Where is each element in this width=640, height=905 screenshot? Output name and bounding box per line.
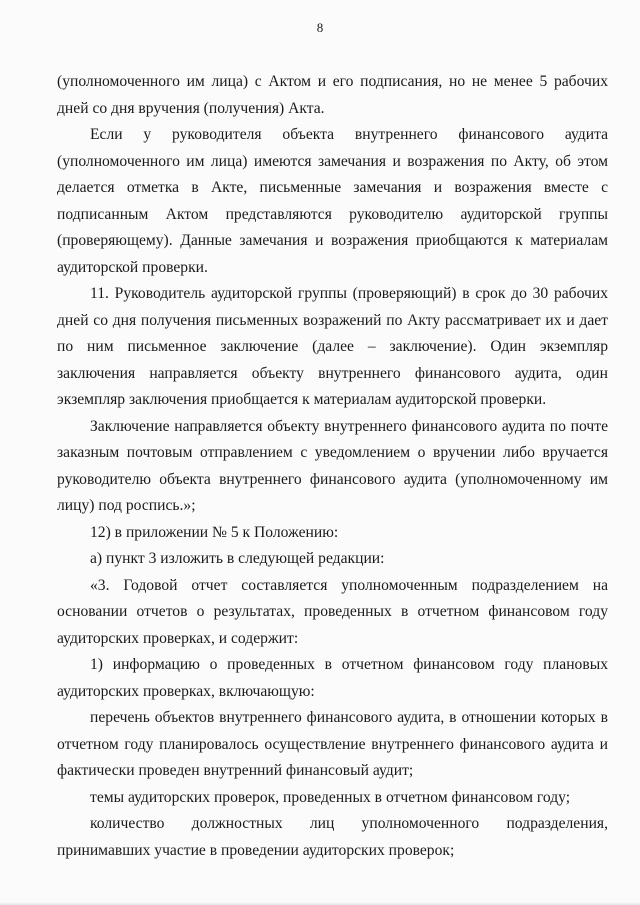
paragraph-objects-list: перечень объектов внутреннего финансового аудита, в отношении которых в отчетном году планировалось осуществление внутреннего финансового аудита и фактически проведен внутренний финансовый аудит;: [57, 709, 608, 779]
paragraph-conclusion-delivery: Заключение направляется объекту внутреннего финансового аудита по почте заказным почтовым отправлением с уведомлением о вручении либо вручается руководителю объекта внутреннего финансового аудита (уполномоченному им лицу) под роспись.»;: [57, 417, 608, 514]
page-number: 8: [316, 20, 324, 35]
document-body: [57, 69, 608, 864]
paragraph-info-planned: 1) информацию о проведенных в отчетном финансовом году плановых аудиторских проверках, включающую:: [57, 656, 608, 700]
paragraph-staff-count: количество должностных лиц уполномоченного подразделения, принимавших участие в проведении аудиторских проверок;: [57, 815, 608, 859]
paragraph-continuation: (уполномоченного им лица) с Актом и его подписания, но не менее 5 рабочих дней со дня вручения (получения) Акта.: [57, 73, 608, 117]
paragraph-item-11: 11. Руководитель аудиторской группы (проверяющий) в срок до 30 рабочих дней со дня получения письменных возражений по Акту рассматривает их и дает по ним письменное заключение (далее – заключение). Один экземпляр заключения направляется объекту внутреннего финансового аудита, один экземпляр заключения приобщается к материалам аудиторской проверки.: [57, 285, 608, 408]
paragraph-subitem-a: а) пункт 3 изложить в следующей редакции:: [90, 550, 385, 567]
paragraph-remarks: Если у руководителя объекта внутреннего финансового аудита (уполномоченного им лица) имеются замечания и возражения по Акту, об этом делается отметка в Акте, письменные замечания и возражения вместе с подписанным Актом представляются руководителю аудиторской группы (проверяющему). Данные замечания и возражения приобщаются к материалам аудиторской проверки.: [57, 126, 608, 276]
paragraph-topics: темы аудиторских проверок, проведенных в отчетном финансовом году;: [90, 788, 571, 806]
paragraph-item-12: 12) в приложении № 5 к Положению:: [90, 523, 339, 541]
paragraph-annual-report: «3. Годовой отчет составляется уполномоченным подразделением на основании отчетов о результатах, проведенных в отчетном финансовом году аудиторских проверках, и содержит:: [57, 576, 608, 647]
